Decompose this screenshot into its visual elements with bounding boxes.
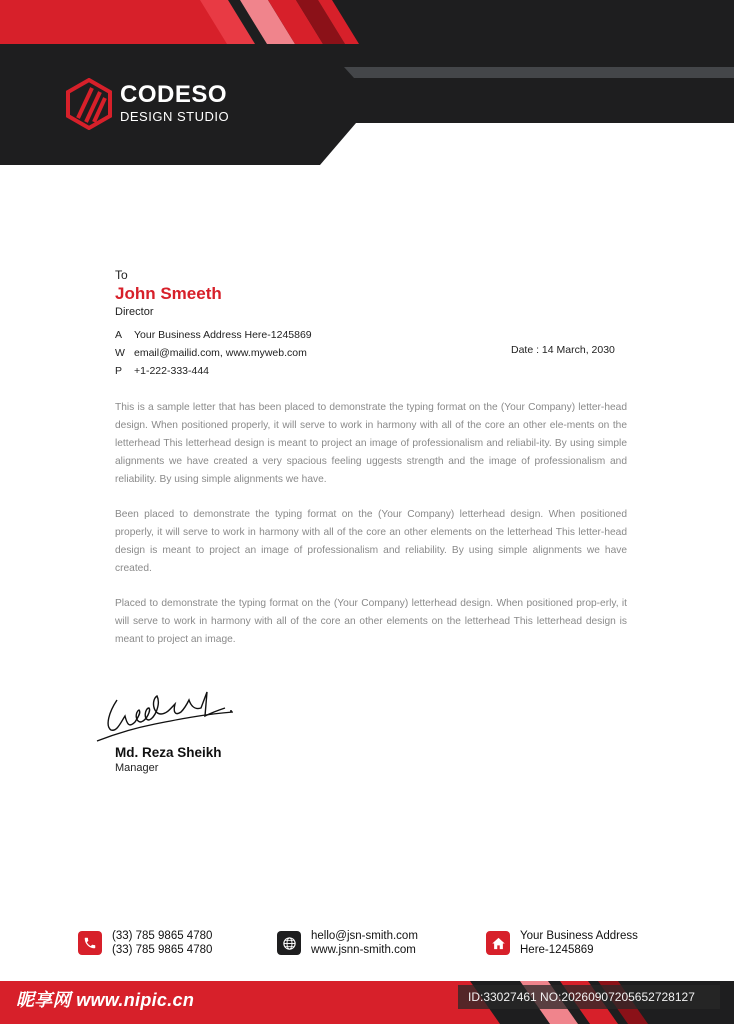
contact-key: W [115, 347, 125, 359]
contact-address [115, 326, 312, 344]
body-paragraph: Placed to demonstrate the typing format on the (Your Company) letterhead design. When positioned prop-erly, it will serve to work in harmony with all of the core an other elements on the letterhead This letterhead design is meant to project an image. [115, 598, 627, 645]
contact-key: P [115, 365, 123, 377]
globe-icon [277, 931, 301, 955]
letter-date: Date : 14 March, 2030 [511, 344, 615, 356]
signer-title: Manager [115, 762, 159, 774]
brand-name: CODESO [120, 81, 228, 108]
watermark-site: 昵享网 www.nipic.cn [16, 990, 195, 1010]
signer-name: Md. Reza Sheikh [115, 745, 222, 760]
watermark-id: ID:33027461 NO:20260907205652728127 [458, 985, 720, 1009]
signature-graphic [95, 686, 235, 746]
letter-body [115, 399, 627, 666]
brand-tagline: DESIGN STUDIO [120, 109, 230, 124]
body-paragraph: This is a sample letter that has been placed to demonstrate the typing format on the (Your Company) letter-head design. When positioned properly, it will serve to work in harmony with all of the core an other ele-ments on the letterhead This letterhead design is meant to project an image of professionalism and reliabil-ity. By using simple alignments we have created a very spacious feeling uggests strength and the image of professionalism and reliability. By using simple alignments we have. [115, 402, 627, 485]
phone-icon [78, 931, 102, 955]
footer-email: hello@jsn-smith.com [311, 930, 418, 942]
footer-phone-line2: (33) 785 9865 4780 [112, 944, 213, 956]
recipient-name: John Smeeth [115, 284, 222, 303]
letterhead-header [0, 0, 734, 165]
footer-web [277, 929, 418, 957]
handwritten-signature [95, 686, 235, 751]
footer-address-line2: Here-1245869 [520, 944, 594, 956]
hexagon-logo-icon [66, 78, 112, 130]
contact-value: +1-222-333-444 [134, 365, 210, 377]
recipient-title: Director [115, 306, 154, 318]
contact-key: A [115, 329, 123, 341]
footer-phone-line1: (33) 785 9865 4780 [112, 930, 213, 942]
recipient-block [115, 268, 312, 380]
footer-address-line1: Your Business Address [520, 930, 638, 942]
home-icon [486, 931, 510, 955]
footer-phone [78, 929, 212, 957]
contact-value: email@mailid.com, www.myweb.com [134, 347, 307, 359]
recipient-contacts [115, 326, 312, 380]
contact-value: Your Business Address Here-1245869 [134, 329, 312, 341]
body-paragraph: Been placed to demonstrate the typing format on the (Your Company) letterhead design. When positioned properly, it will serve to work in harmony with all of the core an other elements on the letterhead This letter-head design is meant to project an image of professionalism and reliability. By using simple alignments we have created. [115, 509, 627, 574]
contact-phone [115, 362, 312, 380]
footer-address [486, 929, 638, 957]
signer-block [115, 745, 222, 774]
contact-web [115, 344, 312, 362]
footer-website: www.jsnn-smith.com [311, 944, 416, 956]
to-label: To [115, 268, 128, 282]
brand-logo [66, 78, 229, 130]
footer-contacts [0, 925, 734, 965]
